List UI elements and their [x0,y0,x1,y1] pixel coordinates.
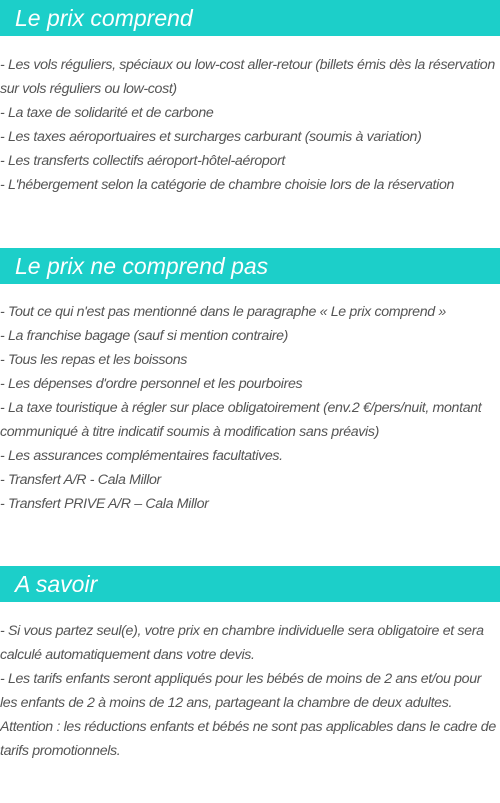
list-item: - Transfert PRIVE A/R – Cala Millor [0,496,209,512]
section-list-prix-comprend [0,53,500,197]
list-item: - Les dépenses d'ordre personnel et les pourboires [0,376,303,392]
section-list-a-savoir [0,619,500,763]
list-item: - Tous les repas et les boissons [0,352,188,368]
list-item: - Transfert A/R - Cala Millor [0,472,161,488]
section-title: Le prix ne comprend pas [15,252,269,279]
list-item: - Les vols réguliers, spéciaux ou low-cost aller-retour (billets émis dès la réservation sur vols réguliers ou low-cost) [0,57,495,97]
list-item: - Tout ce qui n'est pas mentionné dans le paragraphe « Le prix comprend » [0,304,446,320]
list-item: - La taxe de solidarité et de carbone [0,105,214,121]
list-item: - Les transferts collectifs aéroport-hôtel-aéroport [0,153,285,169]
section-header-prix-ne-comprend-pas [0,248,500,284]
section-list-prix-ne-comprend-pas [0,300,500,516]
list-item: - Les taxes aéroportuaires et surcharges carburant (soumis à variation) [0,129,422,145]
section-header-a-savoir [0,566,500,602]
section-header-prix-comprend [0,0,500,36]
list-item: - Les assurances complémentaires facultatives. [0,448,283,464]
list-item: - L'hébergement selon la catégorie de chambre choisie lors de la réservation [0,177,455,193]
list-item: - Les tarifs enfants seront appliqués pour les bébés de moins de 2 ans et/ou pour les enfants de 2 à moins de 12 ans, partageant la chambre de deux adultes. [0,671,482,711]
list-item: - La taxe touristique à régler sur place obligatoirement (env.2 €/pers/nuit, montant communiqué à titre indicatif soumis à modification sans préavis) [0,400,482,440]
list-item: Attention : les réductions enfants et bébés ne sont pas applicables dans le cadre de tarifs promotionnels. [0,719,496,759]
list-item: - Si vous partez seul(e), votre prix en chambre individuelle sera obligatoire et sera calculé automatiquement dans votre devis. [0,623,484,663]
section-title: Le prix comprend [15,4,193,31]
list-item: - La franchise bagage (sauf si mention contraire) [0,328,289,344]
section-title: A savoir [15,570,98,597]
